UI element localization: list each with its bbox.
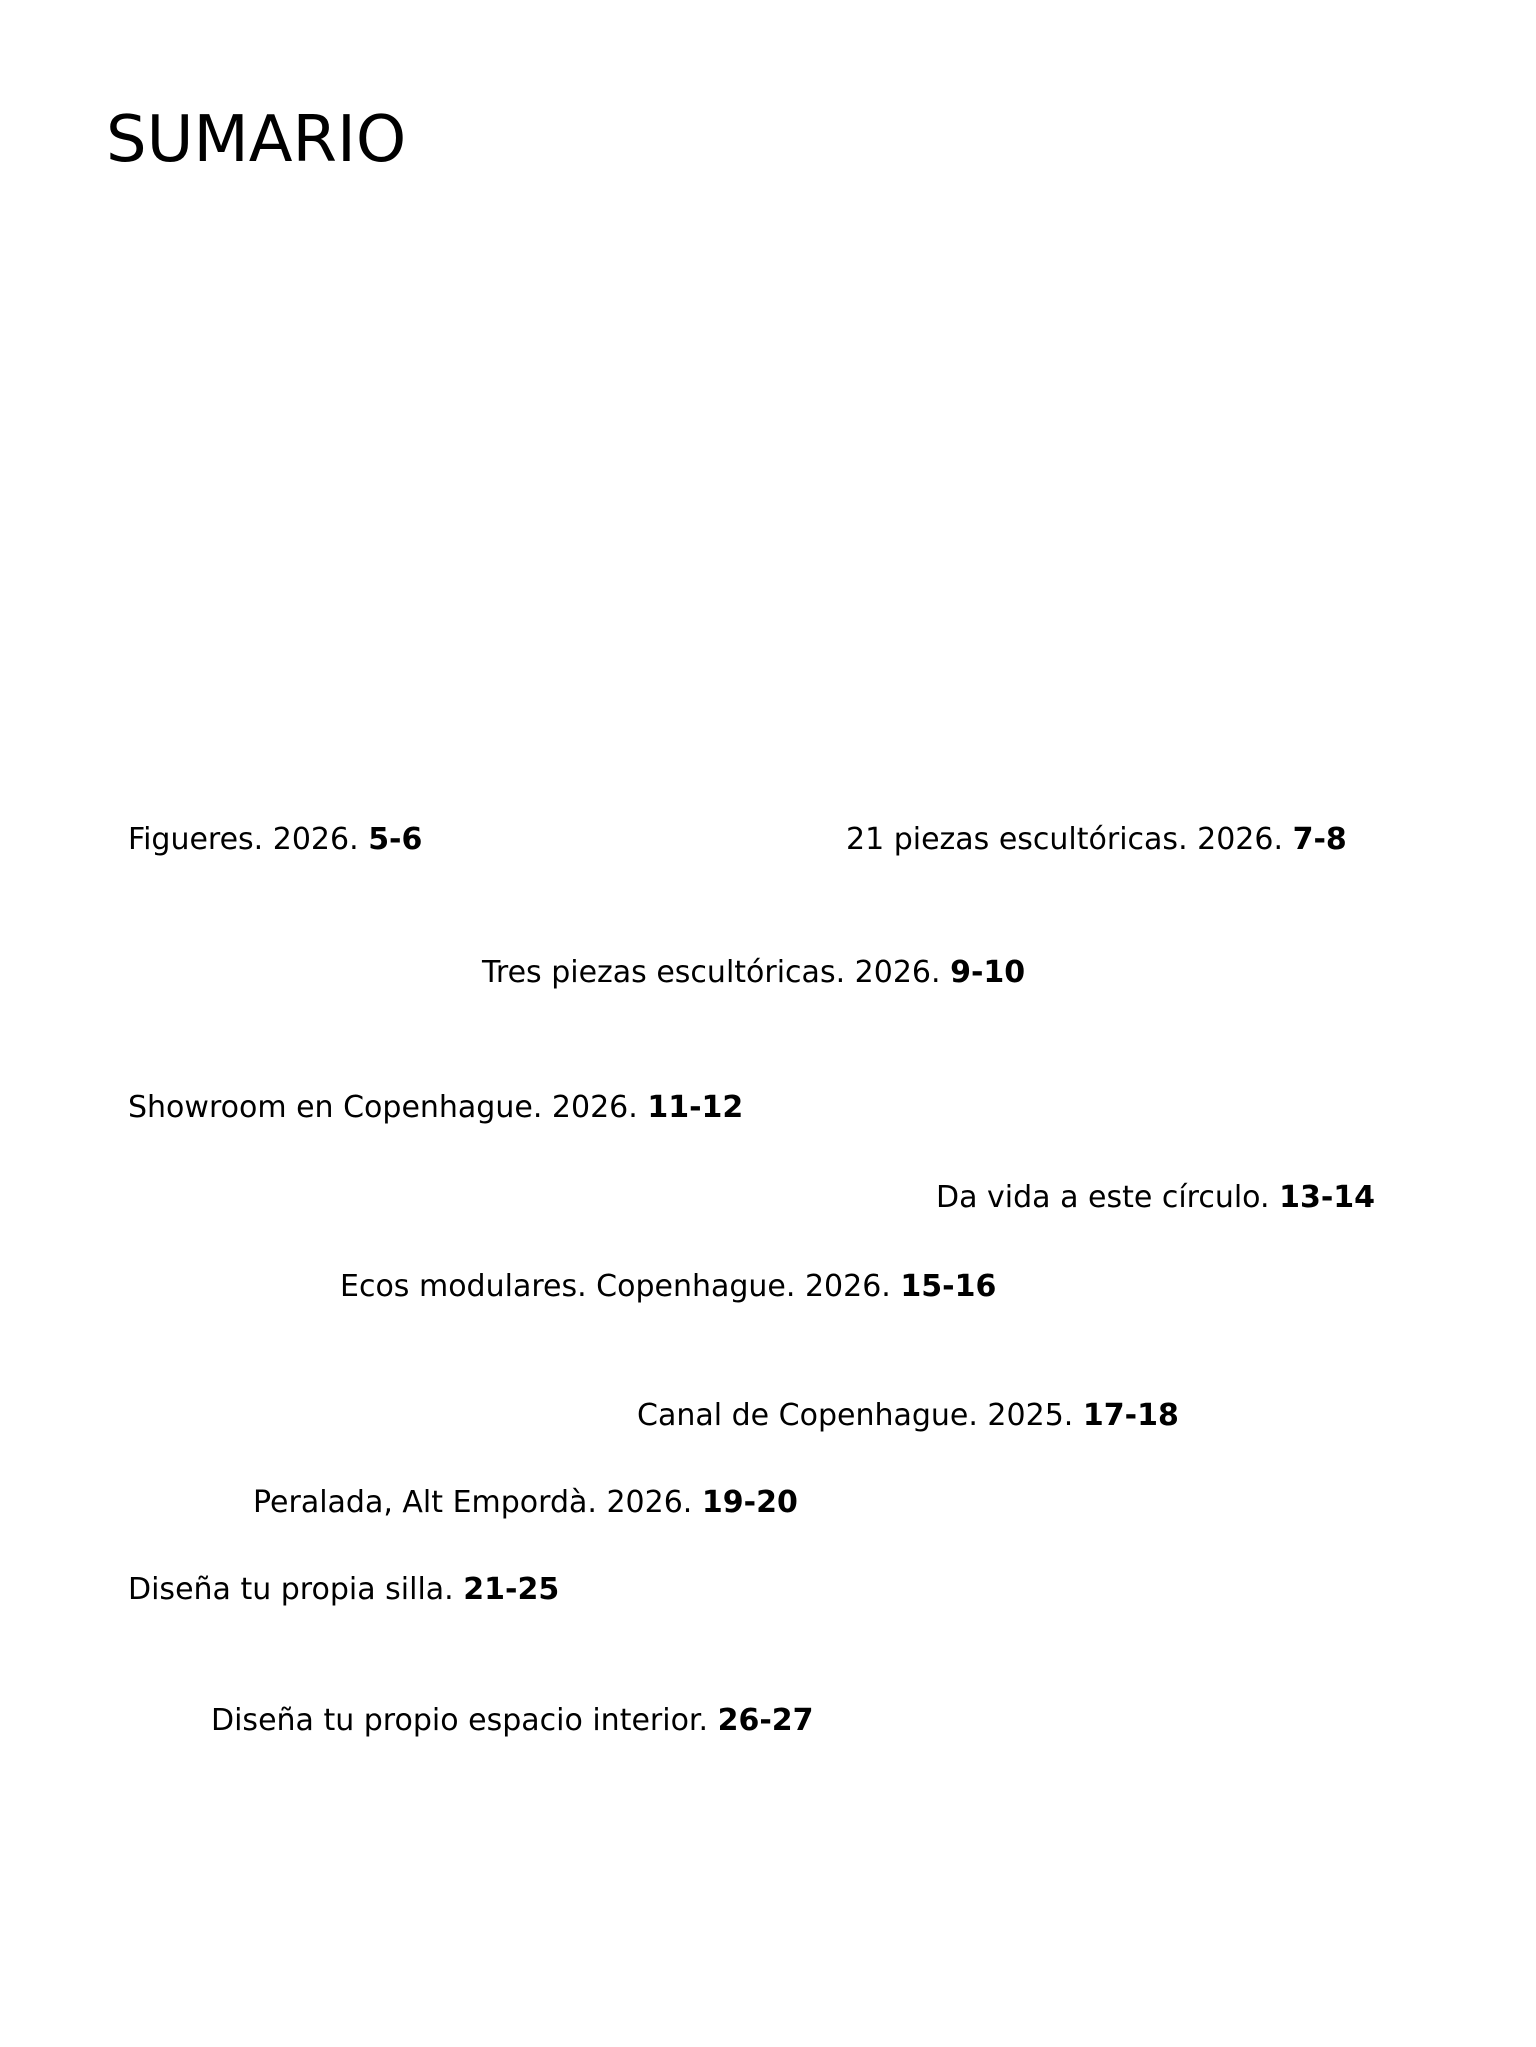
toc-entry-pages: 9-10 [950, 955, 1026, 990]
toc-entry-pages: 13-14 [1279, 1180, 1376, 1215]
toc-entry-pages: 5-6 [368, 822, 423, 857]
toc-entry-label: Diseña tu propio espacio interior. [211, 1703, 709, 1738]
toc-entry-pages: 19-20 [701, 1485, 798, 1520]
toc-entry-label: Showroom en Copenhague. 2026. [128, 1090, 638, 1125]
toc-entry [482, 955, 1026, 990]
toc-entry-pages: 11-12 [647, 1090, 744, 1125]
toc-entry-pages: 17-18 [1082, 1398, 1179, 1433]
toc-entry-label: Canal de Copenhague. 2025. [637, 1398, 1074, 1433]
toc-entry-pages: 26-27 [717, 1703, 814, 1738]
toc-entry-pages: 15-16 [900, 1269, 997, 1304]
toc-entry [253, 1485, 798, 1520]
toc-entry-label: Tres piezas escultóricas. 2026. [482, 955, 941, 990]
toc-entry [128, 1090, 744, 1125]
toc-entry [211, 1703, 814, 1738]
toc-entry [128, 822, 423, 857]
toc-entry-pages: 21-25 [463, 1572, 560, 1607]
toc-entry-label: Diseña tu propia silla. [128, 1572, 454, 1607]
toc-entry-label: Da vida a este círculo. [936, 1180, 1270, 1215]
toc-entry [128, 1572, 560, 1607]
toc-entry [846, 822, 1347, 857]
toc-entry [340, 1269, 997, 1304]
toc-entry-label: Peralada, Alt Empordà. 2026. [253, 1485, 693, 1520]
toc-entry [637, 1398, 1179, 1433]
toc-entry-label: 21 piezas escultóricas. 2026. [846, 822, 1284, 857]
page-title: SUMARIO [106, 103, 407, 177]
toc-entry-pages: 7-8 [1292, 822, 1347, 857]
toc-entry [936, 1180, 1376, 1215]
toc-entry-label: Figueres. 2026. [128, 822, 369, 857]
toc-entry-label: Ecos modulares. Copenhague. 2026. [340, 1269, 891, 1304]
